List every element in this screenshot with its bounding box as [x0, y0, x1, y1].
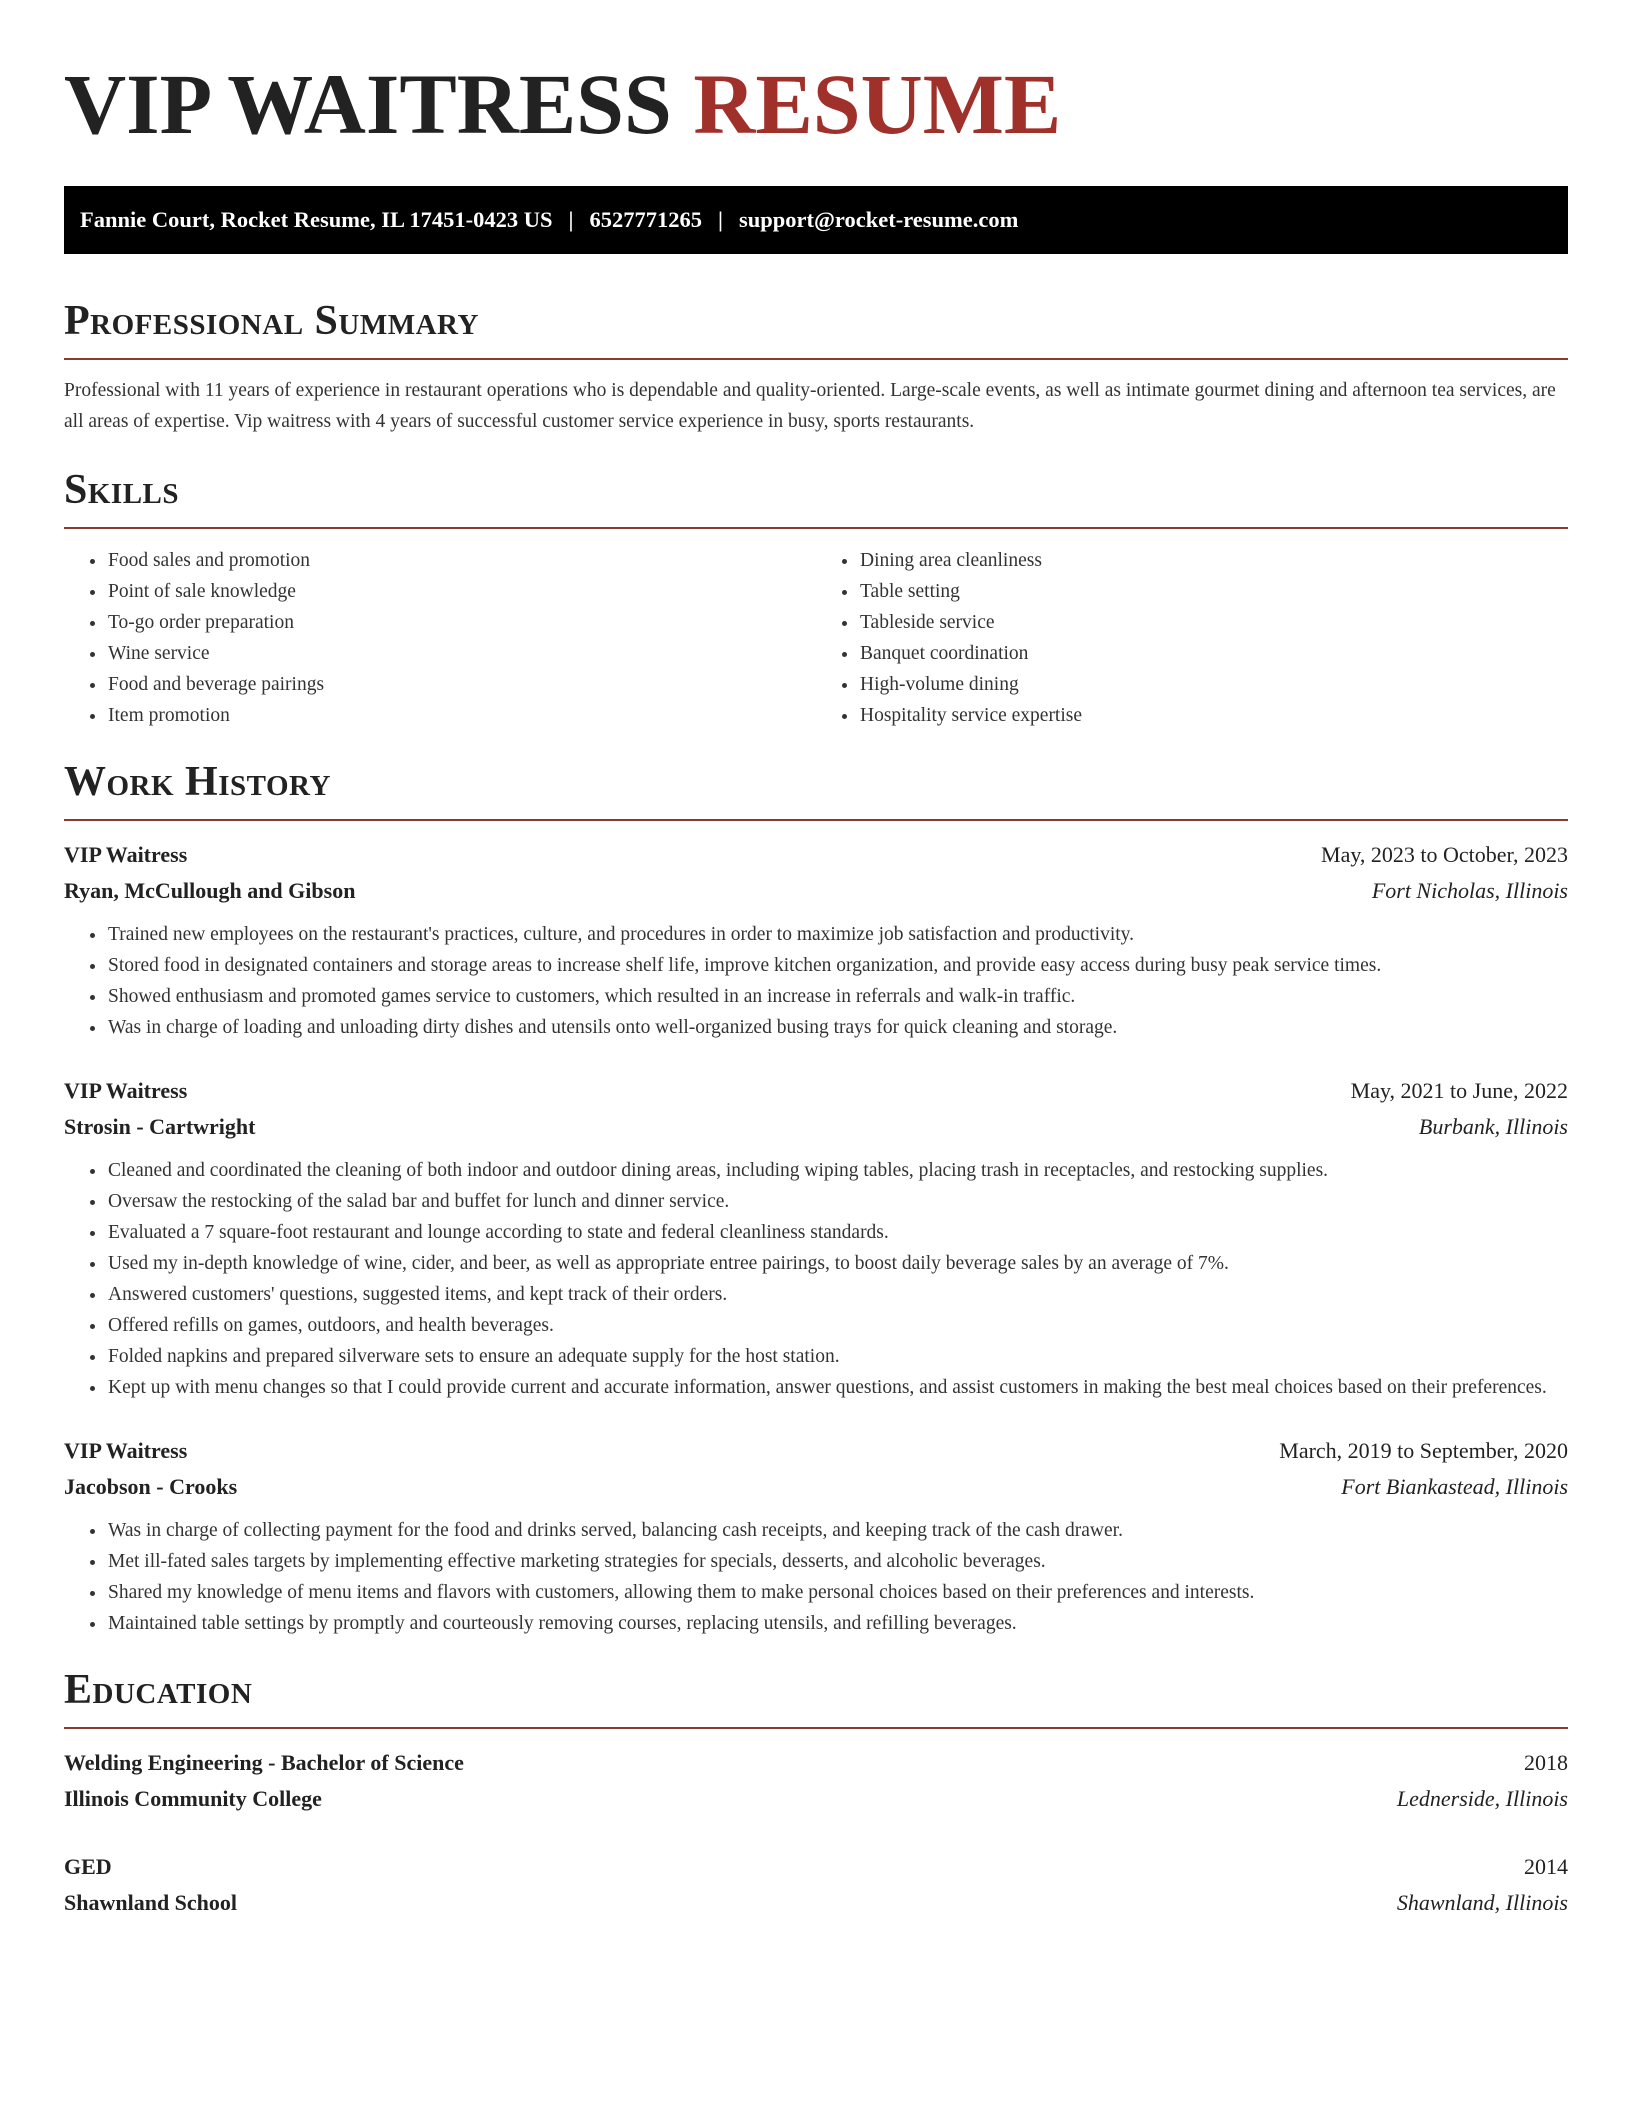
work-history-section: [64, 757, 1568, 1639]
job-bullets: [64, 1515, 1568, 1639]
contact-email: support@rocket-resume.com: [738, 207, 1019, 232]
skill-item: • Point of sale knowledge: [107, 576, 816, 607]
title-main: VIP WAITRESS: [64, 56, 672, 152]
education-location: Shawnland, Illinois: [1396, 1890, 1568, 1915]
education-entry: [64, 1745, 1568, 1817]
education-heading: Education: [64, 1667, 253, 1713]
job-dates: May, 2023 to October, 2023: [1321, 842, 1568, 867]
job-dates: March, 2019 to September, 2020: [1279, 1438, 1568, 1463]
job-company-row: [64, 873, 1568, 909]
job-title: VIP Waitress: [64, 1078, 188, 1103]
job-entry: [64, 837, 1568, 1043]
skill-item: • High-volume dining: [859, 669, 1568, 700]
job-bullet: • Shared my knowledge of menu items and flavors with customers, allowing them to make personal choices based on their preferences and interests.: [107, 1577, 1568, 1608]
section-divider: [64, 358, 1568, 360]
contact-separator: |: [717, 207, 723, 232]
contact-address: Fannie Court, Rocket Resume, IL 17451-0423 US: [80, 207, 553, 232]
education-school-row: [64, 1885, 1568, 1921]
education-section: [64, 1665, 1568, 1921]
job-bullet: • Offered refills on games, outdoors, and health beverages.: [107, 1310, 1568, 1341]
job-bullet: • Stored food in designated containers and storage areas to increase shelf life, improve kitchen organization, and provide easy access during busy peak service times.: [107, 950, 1568, 981]
skill-item: • Wine service: [107, 638, 816, 669]
section-divider: [64, 819, 1568, 821]
education-location: Lednerside, Illinois: [1396, 1786, 1568, 1811]
job-bullet: • Showed enthusiasm and promoted games service to customers, which resulted in an increase in referrals and walk-in traffic.: [107, 981, 1568, 1012]
job-bullet: • Oversaw the restocking of the salad bar and buffet for lunch and dinner service.: [107, 1186, 1568, 1217]
job-company: Ryan, McCullough and Gibson: [64, 878, 356, 903]
resume-title: [64, 48, 1568, 160]
contact-separator: |: [568, 207, 574, 232]
job-header-row: [64, 1433, 1568, 1469]
education-degree-row: [64, 1849, 1568, 1885]
job-bullet: • Was in charge of loading and unloading dirty dishes and utensils onto well-organized busing trays for quick cleaning and storage.: [107, 1012, 1568, 1043]
skill-item: • Hospitality service expertise: [859, 700, 1568, 731]
job-entry: [64, 1073, 1568, 1403]
job-bullet: • Maintained table settings by promptly and courteously removing courses, replacing utensils, and refilling beverages.: [107, 1608, 1568, 1639]
work-history-heading: Work History: [64, 759, 331, 805]
job-bullet: • Was in charge of collecting payment for the food and drinks served, balancing cash receipts, and keeping track of the cash drawer.: [107, 1515, 1568, 1546]
section-divider: [64, 527, 1568, 529]
section-divider: [64, 1727, 1568, 1729]
skill-item: • Banquet coordination: [859, 638, 1568, 669]
title-accent: RESUME: [693, 56, 1062, 152]
skill-item: • Item promotion: [107, 700, 816, 731]
skills-heading: Skills: [64, 467, 180, 513]
job-bullet: • Folded napkins and prepared silverware sets to ensure an adequate supply for the host station.: [107, 1341, 1568, 1372]
skills-list-left: [64, 545, 816, 731]
education-year: 2014: [1524, 1854, 1568, 1879]
skill-item: • Tableside service: [859, 607, 1568, 638]
job-header-row: [64, 837, 1568, 873]
job-location: Burbank, Illinois: [1418, 1114, 1568, 1139]
job-bullets: [64, 919, 1568, 1043]
job-company: Strosin - Cartwright: [64, 1114, 256, 1139]
job-bullet: • Kept up with menu changes so that I could provide current and accurate information, answer questions, and assist customers in making the best meal choices based on their preferences.: [107, 1372, 1568, 1403]
education-school: Illinois Community College: [64, 1786, 322, 1811]
summary-text: Professional with 11 years of experience in restaurant operations who is dependable and quality-oriented. Large-scale events, as well as intimate gourmet dining and afternoon tea services, are all areas of expertise. Vip waitress with 4 years of successful customer service experience in busy, sports restaurants.: [64, 380, 1556, 432]
skills-columns: [64, 545, 1568, 731]
job-bullet: • Answered customers' questions, suggested items, and kept track of their orders.: [107, 1279, 1568, 1310]
job-title: VIP Waitress: [64, 842, 188, 867]
job-location: Fort Nicholas, Illinois: [1371, 878, 1568, 903]
job-bullet: • Trained new employees on the restaurant's practices, culture, and procedures in order to maximize job satisfaction and productivity.: [107, 919, 1568, 950]
education-degree-row: [64, 1745, 1568, 1781]
job-company: Jacobson - Crooks: [64, 1474, 238, 1499]
skill-item: • Table setting: [859, 576, 1568, 607]
job-bullet: • Used my in-depth knowledge of wine, cider, and beer, as well as appropriate entree pairings, to boost daily beverage sales by an average of 7%.: [107, 1248, 1568, 1279]
contact-bar: [64, 186, 1568, 254]
job-header-row: [64, 1073, 1568, 1109]
job-bullet: • Evaluated a 7 square-foot restaurant and lounge according to state and federal cleanliness standards.: [107, 1217, 1568, 1248]
education-degree: Welding Engineering - Bachelor of Science: [64, 1750, 464, 1775]
skill-item: • Food sales and promotion: [107, 545, 816, 576]
job-company-row: [64, 1109, 1568, 1145]
skill-item: • Food and beverage pairings: [107, 669, 816, 700]
education-year: 2018: [1524, 1750, 1568, 1775]
summary-heading: Professional Summary: [64, 298, 479, 344]
skills-list-right: [816, 545, 1568, 731]
education-entry: [64, 1849, 1568, 1921]
job-entry: [64, 1433, 1568, 1639]
education-degree: GED: [64, 1854, 112, 1879]
education-school: Shawnland School: [64, 1890, 238, 1915]
contact-phone: 6527771265: [589, 207, 702, 232]
skill-item: • To-go order preparation: [107, 607, 816, 638]
job-bullet: • Met ill-fated sales targets by implementing effective marketing strategies for specials, desserts, and alcoholic beverages.: [107, 1546, 1568, 1577]
job-bullets: [64, 1155, 1568, 1403]
education-school-row: [64, 1781, 1568, 1817]
job-company-row: [64, 1469, 1568, 1505]
summary-section: [64, 296, 1568, 437]
job-bullet: • Cleaned and coordinated the cleaning of both indoor and outdoor dining areas, including wiping tables, placing trash in receptacles, and restocking supplies.: [107, 1155, 1568, 1186]
skills-section: [64, 465, 1568, 731]
job-title: VIP Waitress: [64, 1438, 188, 1463]
job-dates: May, 2021 to June, 2022: [1350, 1078, 1568, 1103]
job-location: Fort Biankastead, Illinois: [1341, 1474, 1568, 1499]
skill-item: • Dining area cleanliness: [859, 545, 1568, 576]
